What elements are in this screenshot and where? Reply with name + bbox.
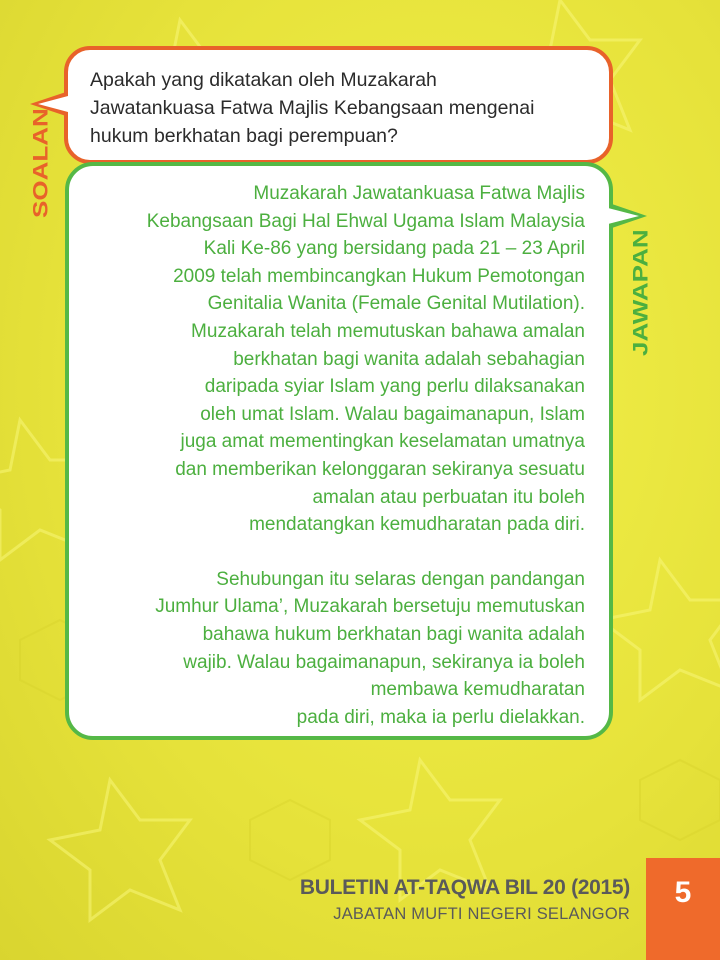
answer-line: Kali Ke-86 yang bersidang pada 21 – 23 April xyxy=(203,238,585,260)
paragraph-gap xyxy=(89,539,585,566)
answer-line: juga amat mementingkan keselamatan umatnya xyxy=(180,431,585,453)
answer-line: bahawa hukum berkhatan bagi wanita adalah xyxy=(202,623,585,645)
answer-bubble-tail-fill xyxy=(608,208,639,224)
answer-line: berkhatan bagi wanita adalah sebahagian xyxy=(233,348,585,370)
publisher-name: JABATAN MUFTI NEGERI SELANGOR xyxy=(333,905,630,923)
answer-line: Muzakarah Jawatankuasa Fatwa Majlis xyxy=(253,183,585,204)
answer-line: Genitalia Wanita (Female Genital Mutilation). xyxy=(207,293,585,315)
answer-line: pada diri, maka ia perlu dielakkan. xyxy=(296,706,585,728)
question-line: Apakah yang dikatakan oleh Muzakarah xyxy=(90,69,437,91)
answer-bubble xyxy=(65,162,613,740)
answer-line: Kebangsaan Bagi Hal Ehwal Ugama Islam Malaysia xyxy=(146,210,585,232)
answer-line: Muzakarah telah memutuskan bahawa amalan xyxy=(191,320,585,342)
answer-line: oleh umat Islam. Walau bagaimanapun, Islam xyxy=(200,403,585,425)
answer-line: mendatangkan kemudharatan pada diri. xyxy=(249,514,585,536)
page-number: 5 xyxy=(646,858,720,960)
answer-line: Jumhur Ulama’, Muzakarah bersetuju memutuskan xyxy=(155,596,585,618)
answer-paragraph-1 xyxy=(89,180,585,539)
question-bubble xyxy=(64,46,613,164)
question-line: Jawatankuasa Fatwa Majlis Kebangsaan mengenai xyxy=(90,97,535,119)
question-line: hukum berkhatan bagi perempuan? xyxy=(90,125,398,147)
bulletin-title: BULETIN AT-TAQWA BIL 20 (2015) xyxy=(299,876,630,899)
answer-paragraph-2 xyxy=(89,566,585,732)
answer-line: membawa kemudharatan xyxy=(370,679,585,701)
answer-label: JAWAPAN xyxy=(628,229,653,356)
answer-line: wajib. Walau bagaimanapun, sekiranya ia boleh xyxy=(183,651,585,673)
answer-line: Sehubungan itu selaras dengan pandangan xyxy=(216,568,585,590)
question-label: SOALAN xyxy=(28,108,53,218)
answer-line: daripada syiar Islam yang perlu dilaksanakan xyxy=(204,376,585,398)
answer-line: dan memberikan kelonggaran sekiranya sesuatu xyxy=(175,458,585,480)
answer-line: amalan atau perbuatan itu boleh xyxy=(312,486,585,508)
answer-line: 2009 telah membincangkan Hukum Pemotongan xyxy=(173,265,585,287)
